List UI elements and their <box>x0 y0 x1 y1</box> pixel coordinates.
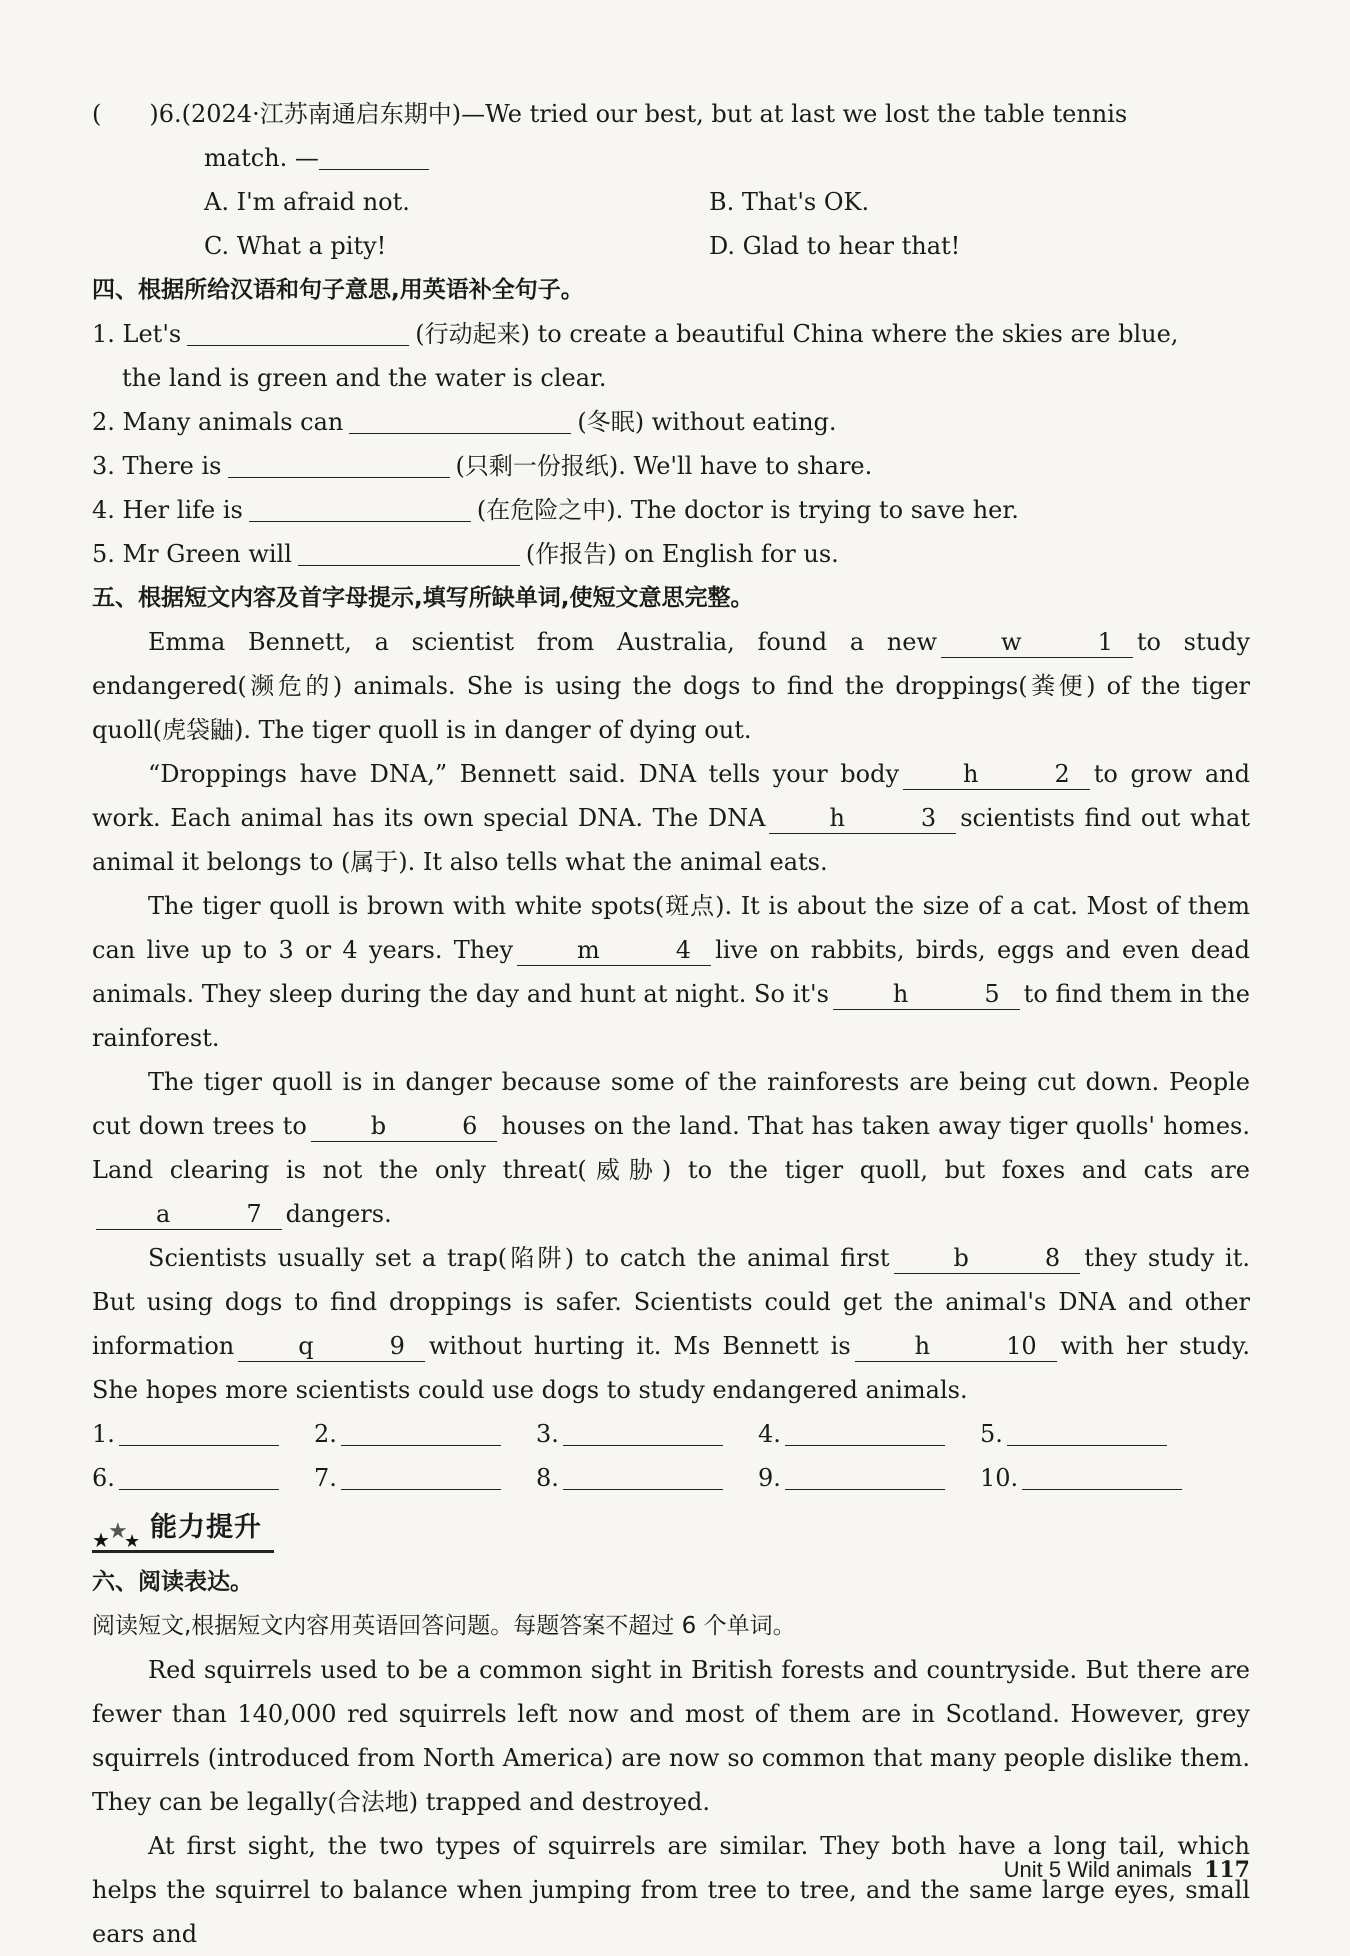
question-6 <box>92 92 1250 136</box>
banner-title: 能力提升 <box>150 1512 262 1543</box>
option-b[interactable]: B. That's OK. <box>709 188 870 216</box>
cloze-blank-5[interactable]: h 5 <box>833 979 1020 1010</box>
answer-blank[interactable] <box>228 451 450 478</box>
answer-line-2[interactable]: 2. <box>314 1412 536 1456</box>
answer-line-10[interactable]: 10. <box>980 1456 1202 1500</box>
section-4-heading: 四、根据所给汉语和句子意思,用英语补全句子。 <box>92 277 584 303</box>
section-6-heading: 六、阅读表达。 <box>92 1569 253 1595</box>
options-row-2 <box>92 224 1250 268</box>
page-number: 117 <box>1204 1857 1250 1883</box>
answer-blank[interactable] <box>298 539 520 566</box>
answer-line-6[interactable]: 6. <box>92 1456 314 1500</box>
answer-line-8[interactable]: 8. <box>536 1456 758 1500</box>
section-5-heading: 五、根据短文内容及首字母提示,填写所缺单词,使短文意思完整。 <box>92 585 754 611</box>
cloze-blank-7[interactable]: a 7 <box>96 1199 282 1230</box>
cloze-blank-2[interactable]: h 2 <box>903 759 1090 790</box>
option-a[interactable]: A. I'm afraid not. <box>204 188 410 216</box>
reading-paragraph-2: At first sight, the two types of squirrels are similar. They both have a long tail, which helps the squirrel to balance when jumping from tree to tree, and the same large eyes, small ears and <box>92 1832 1250 1948</box>
footer-unit: Unit 5 <box>1003 1857 1062 1882</box>
cloze-blank-1[interactable]: w 1 <box>941 627 1133 658</box>
page-footer <box>1004 1848 1250 1892</box>
answer-line-7[interactable]: 7. <box>314 1456 536 1500</box>
cloze-blank-6[interactable]: b 6 <box>311 1111 498 1142</box>
answer-blank[interactable] <box>187 319 409 346</box>
cloze-paragraph-5: Scientists usually set a trap(陷阱) to catch the animal first b 8 they study it. But using dogs to find droppings is safer. Scientists could get the animal's DNA and other information q 9 without hurting it. Ms Bennett is h 10 with her study. She hopes more scientists could use dogs to study endangered animals. <box>92 1244 1250 1404</box>
sentence-item-4: 4. Her life is (在危险之中). The doctor is trying to save her. <box>92 496 1019 524</box>
cloze-paragraph-2: “Droppings have DNA,” Bennett said. DNA tells your body h 2 to grow and work. Each animal has its own special DNA. The DNA h 3 scientists find out what animal it belongs to (属于). It also tells what the animal eats. <box>92 760 1250 876</box>
answer-line-3[interactable]: 3. <box>536 1412 758 1456</box>
footer-title: Wild animals <box>1067 1857 1192 1882</box>
stars-icon: ★ ★ ★ <box>92 1519 141 1552</box>
option-c[interactable]: C. What a pity! <box>204 232 387 260</box>
cloze-paragraph-3: The tiger quoll is brown with white spots(斑点). It is about the size of a cat. Most of them can live up to 3 or 4 years. They m 4 live on rabbits, birds, eggs and even dead animals. They sleep during the day and hunt at night. So it's h 5 to find them in the rainforest. <box>92 892 1251 1052</box>
sentence-item-1-cont: the land is green and the water is clear. <box>122 364 607 392</box>
question-number: ( )6. <box>92 100 182 128</box>
answer-line-9[interactable]: 9. <box>758 1456 980 1500</box>
sentence-item-5: 5. Mr Green will (作报告) on English for us. <box>92 540 839 568</box>
answer-line-5[interactable]: 5. <box>980 1412 1202 1456</box>
cloze-blank-10[interactable]: h 10 <box>855 1331 1057 1362</box>
cloze-blank-9[interactable]: q 9 <box>238 1331 425 1362</box>
answer-line-4[interactable]: 4. <box>758 1412 980 1456</box>
cloze-blank-4[interactable]: m 4 <box>517 935 711 966</box>
options-row-1 <box>92 180 1250 224</box>
cloze-paragraph-1: Emma Bennett, a scientist from Australia, found a new w 1 to study endangered(濒危的) animals. She is using the dogs to find the droppings(粪便) of the tiger quoll(虎袋鼬). The tiger quoll is in danger of dying out. <box>92 628 1251 744</box>
question-6-cont: match. — <box>92 136 1250 180</box>
answer-blank[interactable] <box>319 143 429 170</box>
question-source: (2024·江苏南通启东期中) <box>181 100 462 128</box>
cloze-blank-8[interactable]: b 8 <box>894 1243 1081 1274</box>
question-stem: —We tried our best, but at last we lost the table tennis <box>461 100 1128 128</box>
section-6-instruction: 阅读短文,根据短文内容用英语回答问题。每题答案不超过 6 个单词。 <box>92 1613 796 1639</box>
cloze-blank-3[interactable]: h 3 <box>769 803 956 834</box>
sentence-item-1: 1. Let's (行动起来) to create a beautiful China where the skies are blue, <box>92 320 1179 348</box>
option-d[interactable]: D. Glad to hear that! <box>709 232 961 260</box>
answer-blank[interactable] <box>249 495 471 522</box>
sentence-item-3: 3. There is (只剩一份报纸). We'll have to share. <box>92 452 873 480</box>
section-banner <box>92 1506 274 1553</box>
reading-paragraph-1: Red squirrels used to be a common sight in British forests and countryside. But there are fewer than 140,000 red squirrels left now and most of them are in Scotland. However, grey squirrels (introduced from North America) are now so common that many people dislike them. They can be legally(合法地) trapped and destroyed. <box>92 1656 1250 1816</box>
answer-line-1[interactable]: 1. <box>92 1412 314 1456</box>
sentence-item-2: 2. Many animals can (冬眠) without eating. <box>92 408 837 436</box>
answer-blank[interactable] <box>349 407 571 434</box>
answer-lines <box>92 1412 1250 1500</box>
cloze-paragraph-4: The tiger quoll is in danger because some of the rainforests are being cut down. People cut down trees to b 6 houses on the land. That has taken away tiger quolls' homes. Land clearing is not the only threat(威胁) to the tiger quoll, but foxes and cats area 7 dangers. <box>92 1068 1250 1228</box>
